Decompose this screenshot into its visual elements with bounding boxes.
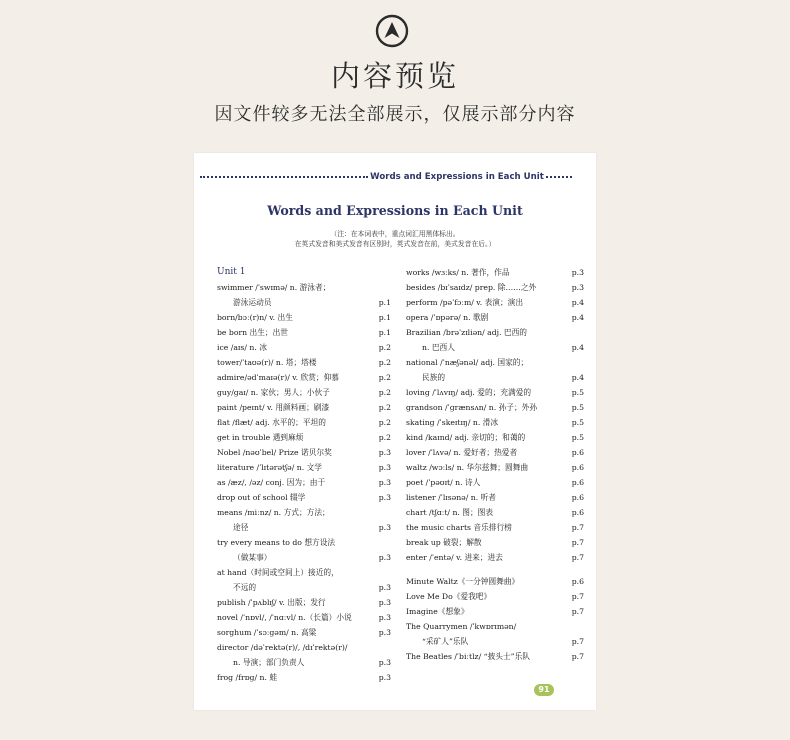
entry-text: guy/ɡaɪ/ n. 家伙；男人；小伙子 (217, 388, 330, 397)
entry-text: n. 导演；部门负责人 (233, 658, 305, 667)
running-header (194, 171, 596, 183)
vocabulary-entry (406, 505, 584, 520)
entry-page-ref: p.5 (571, 433, 584, 442)
entry-page-ref: p.3 (378, 478, 391, 487)
entry-text: get in trouble 遇到麻烦 (217, 433, 304, 442)
entry-text: the music charts 音乐排行榜 (406, 523, 512, 532)
navigation-arrow-icon (375, 14, 409, 48)
vocabulary-entry (217, 460, 391, 475)
entry-page-ref: p.5 (571, 403, 584, 412)
entry-page-ref: p.2 (378, 343, 391, 352)
entry-page-ref: p.7 (571, 553, 584, 562)
vocabulary-entry (217, 505, 391, 520)
entry-text: works /wɜːks/ n. 著作，作品 (406, 268, 510, 277)
entry-text: Nobel /nəʊˈbel/ Prize 诺贝尔奖 (217, 448, 332, 457)
entry-text: director /dəˈrektə(r)/, /dɪˈrektə(r)/ (217, 643, 348, 652)
entry-text: literature /ˈlɪtərətʃə/ n. 文学 (217, 463, 322, 472)
entry-page-ref: p.7 (571, 637, 584, 646)
vocabulary-entry (217, 325, 391, 340)
vocabulary-entry (406, 589, 584, 604)
vocabulary-entry (217, 415, 391, 430)
entry-page-ref: p.4 (571, 373, 584, 382)
entry-continuation (406, 340, 584, 355)
document-title: Words and Expressions in Each Unit (267, 203, 523, 218)
vocabulary-entry (406, 385, 584, 400)
entry-text: chart /tʃɑːt/ n. 图；图表 (406, 508, 494, 517)
entry-text: admire/ədˈmaɪə(r)/ v. 欣赏；仰慕 (217, 373, 339, 382)
entry-page-ref: p.7 (571, 652, 584, 661)
entry-text: The Quarrymen /ˈkwɒrɪmən/ (406, 622, 517, 631)
entry-page-ref: p.7 (571, 607, 584, 616)
column-spacer (406, 565, 584, 574)
page-number-badge: 91 (534, 684, 554, 696)
entry-text: frog /frɒɡ/ n. 蛙 (217, 673, 278, 682)
vocabulary-entry (406, 490, 584, 505)
vocabulary-entry (406, 325, 584, 340)
entry-page-ref: p.2 (378, 433, 391, 442)
vocabulary-entry (217, 340, 391, 355)
entry-text: besides /bɪˈsaɪdz/ prep. 除……之外 (406, 283, 537, 292)
entry-continuation (217, 580, 391, 595)
entry-text: break up 破裂；解散 (406, 538, 482, 547)
vocabulary-entry (217, 490, 391, 505)
page-title: 内容预览 (330, 59, 459, 93)
entry-text: born/bɔː(r)n/ v. 出生 (217, 313, 293, 322)
entry-text: poet /ˈpəʊɪt/ n. 诗人 (406, 478, 481, 487)
entry-text: swimmer /ˈswɪmə/ n. 游泳者； (217, 283, 331, 292)
entry-text: 不远的 (233, 583, 257, 592)
entry-text: novel /ˈnɒvl/, /ˈnɑːvl/ n.（长篇）小说 (217, 613, 352, 622)
entry-page-ref: p.3 (378, 673, 391, 682)
entry-continuation (406, 370, 584, 385)
entry-text: Love Me Do《爱我吧》 (406, 592, 492, 601)
vocabulary-entry (406, 520, 584, 535)
vocabulary-entry (406, 460, 584, 475)
entry-text: grandson /ˈɡrænsʌn/ n. 孙子；外孙 (406, 403, 538, 412)
entry-text: perform /pəˈfɔːm/ v. 表演；演出 (406, 298, 524, 307)
document-note-line-1: （注：在本词表中，重点词汇用黑体标出。 (330, 230, 460, 238)
entry-text: kind /kaɪnd/ adj. 亲切的；和蔼的 (406, 433, 526, 442)
entry-page-ref: p.6 (571, 493, 584, 502)
vocabulary-entry (217, 670, 391, 685)
entry-text: sorghum /ˈsɔːɡəm/ n. 高粱 (217, 628, 317, 637)
entry-continuation (217, 550, 391, 565)
entry-page-ref: p.2 (378, 373, 391, 382)
entry-page-ref: p.6 (571, 478, 584, 487)
vocabulary-entry (217, 385, 391, 400)
vocabulary-entry (406, 475, 584, 490)
entry-text: Imagine《想象》 (406, 607, 469, 616)
entry-text: Brazilian /brəˈzɪliən/ adj. 巴西的 (406, 328, 527, 337)
entry-page-ref: p.7 (571, 592, 584, 601)
entry-page-ref: p.4 (571, 343, 584, 352)
entry-page-ref: p.3 (378, 583, 391, 592)
entry-continuation (217, 655, 391, 670)
entry-page-ref: p.2 (378, 388, 391, 397)
entry-page-ref: p.3 (571, 283, 584, 292)
vocabulary-entry (217, 370, 391, 385)
vocabulary-entry (217, 475, 391, 490)
entry-page-ref: p.5 (571, 388, 584, 397)
entry-page-ref: p.3 (378, 658, 391, 667)
vocabulary-entry (217, 565, 391, 580)
entry-text: The Beatles /ˈbiːtlz/ “披头士”乐队 (406, 652, 530, 661)
unit-heading (217, 265, 391, 280)
vocabulary-entry (406, 574, 584, 589)
entry-page-ref: p.3 (378, 553, 391, 562)
entry-text: paint /peɪnt/ v. 用颜料画；刷漆 (217, 403, 330, 412)
vocabulary-entry (406, 604, 584, 619)
entry-text: opera /ˈɒpərə/ n. 歌剧 (406, 313, 489, 322)
entry-page-ref: p.3 (378, 493, 391, 502)
entry-page-ref: p.3 (378, 628, 391, 637)
vocabulary-entry (217, 310, 391, 325)
entry-page-ref: p.2 (378, 358, 391, 367)
entry-text: publish /ˈpʌblɪʃ/ v. 出版；发行 (217, 598, 326, 607)
vocabulary-entry (406, 445, 584, 460)
entry-page-ref: p.7 (571, 538, 584, 547)
vocabulary-entry (217, 640, 391, 655)
entry-page-ref: p.3 (378, 523, 391, 532)
entry-page-ref: p.3 (571, 268, 584, 277)
entry-page-ref: p.3 (378, 598, 391, 607)
entry-text: “采矿人”乐队 (422, 637, 469, 646)
entry-text: 途径 (233, 523, 249, 532)
entry-page-ref: p.1 (378, 313, 391, 322)
entry-text: try every means to do 想方设法 (217, 538, 336, 547)
dotted-rule-right (546, 176, 572, 178)
entry-text: ice /aɪs/ n. 冰 (217, 343, 267, 352)
entry-text: Unit 1 (217, 267, 246, 277)
vocabulary-entry (217, 625, 391, 640)
dotted-rule-left (200, 176, 368, 178)
vocabulary-entry (406, 550, 584, 565)
page-subtitle: 因文件较多无法全部展示，仅展示部分内容 (214, 104, 576, 125)
entry-page-ref: p.3 (378, 448, 391, 457)
vocabulary-entry (406, 265, 584, 280)
entry-text: national /ˈnæʃənəl/ adj. 国家的； (406, 358, 529, 367)
vocabulary-entry (406, 649, 584, 664)
running-header-title: Words and Expressions in Each Unit (370, 172, 544, 182)
vocabulary-entry (406, 400, 584, 415)
entry-page-ref: p.3 (378, 613, 391, 622)
entry-page-ref: p.6 (571, 463, 584, 472)
entry-page-ref: p.6 (571, 508, 584, 517)
entry-text: 民族的 (422, 373, 446, 382)
entry-text: n. 巴西人 (422, 343, 455, 352)
vocabulary-entry (406, 310, 584, 325)
vocabulary-entry (217, 355, 391, 370)
entry-page-ref: p.6 (571, 448, 584, 457)
entry-text: means /miːnz/ n. 方式；方法； (217, 508, 330, 517)
vocabulary-entry (217, 280, 391, 295)
vocabulary-entry (406, 619, 584, 634)
entry-page-ref: p.1 (378, 328, 391, 337)
vocabulary-column-right (406, 265, 584, 664)
vocabulary-entry (406, 430, 584, 445)
entry-text: listener /ˈlɪsənə/ n. 听者 (406, 493, 496, 502)
vocabulary-entry (217, 595, 391, 610)
entry-text: at hand（时间或空间上）接近的， (217, 568, 339, 577)
document-note-line-2: 在英式发音和美式发音有区别时，英式发音在前，美式发音在后。） (294, 240, 496, 248)
entry-text: Minute Waltz《一分钟圆舞曲》 (406, 577, 520, 586)
entry-continuation (406, 634, 584, 649)
entry-page-ref: p.2 (378, 418, 391, 427)
vocabulary-entry (217, 535, 391, 550)
entry-text: be born 出生；出世 (217, 328, 288, 337)
entry-text: skating /ˈskeɪtɪŋ/ n. 滑冰 (406, 418, 499, 427)
entry-continuation (217, 295, 391, 310)
entry-text: enter /ˈentə/ v. 进来；进去 (406, 553, 503, 562)
entry-text: tower/ˈtaʊə(r)/ n. 塔；塔楼 (217, 358, 317, 367)
entry-text: drop out of school 辍学 (217, 493, 306, 502)
entry-page-ref: p.3 (378, 463, 391, 472)
vocabulary-column-left (217, 265, 391, 685)
vocabulary-entry (217, 400, 391, 415)
vocabulary-entry (217, 610, 391, 625)
entry-text: loving /ˈlʌvɪŋ/ adj. 爱的；充满爱的 (406, 388, 532, 397)
entry-page-ref: p.1 (378, 298, 391, 307)
entry-page-ref: p.4 (571, 313, 584, 322)
vocabulary-entry (406, 535, 584, 550)
entry-page-ref: p.5 (571, 418, 584, 427)
document-preview-page (194, 153, 596, 710)
entry-text: 游泳运动员 (233, 298, 272, 307)
entry-continuation (217, 520, 391, 535)
vocabulary-entry (217, 430, 391, 445)
vocabulary-entry (406, 295, 584, 310)
vocabulary-entry (406, 280, 584, 295)
vocabulary-entry (406, 415, 584, 430)
vocabulary-entry (217, 445, 391, 460)
vocabulary-entry (406, 355, 584, 370)
entry-text: lover /ˈlʌvə/ n. 爱好者；热爱者 (406, 448, 518, 457)
entry-text: waltz /wɔːls/ n. 华尔兹舞；圆舞曲 (406, 463, 529, 472)
entry-text: as /æz/, /əz/ conj. 因为；由于 (217, 478, 326, 487)
entry-page-ref: p.4 (571, 298, 584, 307)
entry-text: flat /flæt/ adj. 水平的；平坦的 (217, 418, 326, 427)
entry-page-ref: p.7 (571, 523, 584, 532)
entry-page-ref: p.2 (378, 403, 391, 412)
entry-text: （做某事） (233, 553, 272, 562)
entry-page-ref: p.6 (571, 577, 584, 586)
